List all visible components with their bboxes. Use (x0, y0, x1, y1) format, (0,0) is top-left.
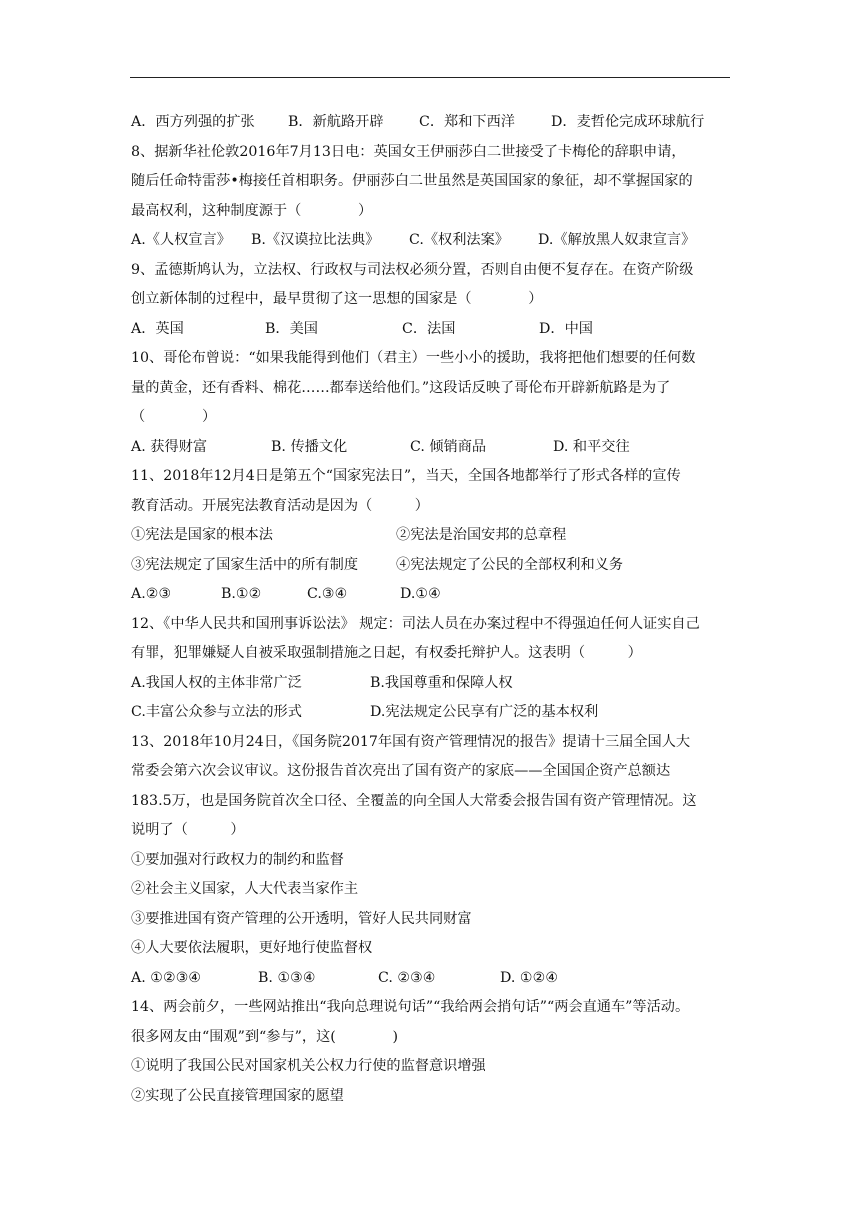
option-item: A．西方列强的扩张 (131, 114, 255, 130)
option-item: B．美国 (265, 320, 318, 337)
option-item: ②宪法是治国安邦的总章程 (396, 527, 567, 543)
text-line: ①要加强对行政权力的制约和监督 (131, 851, 344, 868)
text-line: 8、据新华社伦敦2016年7月13日电：英国女王伊丽莎白二世接受了卡梅伦的辞职申请， (131, 143, 686, 160)
answer-options-row (131, 108, 731, 138)
option-item: B.《汉谟拉比法典》 (251, 232, 380, 248)
header-rule (130, 77, 730, 78)
option-item: D. 和平交往 (553, 438, 630, 455)
option-item: A. 获得财富 (131, 438, 208, 455)
answer-options-row (131, 433, 731, 463)
option-item: B．新航路开辟 (288, 114, 384, 130)
text-line: 最高权利，这种制度源于（ ） (131, 202, 373, 219)
option-item: A.我国人权的主体非常广泛 (131, 674, 302, 691)
text-line: 有罪，犯罪嫌疑人自被采取强制措施之日起，有权委托辩护人。这表明（ ） (131, 645, 642, 661)
answer-options-row (131, 580, 731, 610)
option-item: D．麦哲伦完成环球航行 (551, 114, 705, 130)
text-line: 很多网友由“围观”到“参与”，这( ) (131, 1028, 399, 1045)
exam-content (131, 108, 731, 1111)
option-item: C．郑和下西洋 (419, 114, 515, 130)
statement-options-row (131, 521, 731, 551)
answer-options-row (131, 315, 731, 345)
option-item: C.《权利法案》 (409, 232, 509, 248)
option-item: C. ②③④ (378, 969, 436, 986)
option-item: A．英国 (131, 320, 184, 337)
option-item: B. 传播文化 (271, 438, 348, 455)
text-line: 创立新体制的过程中，最早贯彻了这一思想的国家是（ ） (131, 291, 543, 307)
text-line: 183.5万，也是国务院首次全口径、全覆盖的向全国人大常委会报告国有资产管理情况。这 (131, 792, 697, 809)
text-line: 13、2018年10月24日，《国务院2017年国有资产管理情况的报告》提请十三届全国人大 (131, 733, 691, 750)
text-line: 9、孟德斯鸠认为，立法权、行政权与司法权必须分置，否则自由便不复存在。在资产阶级 (131, 261, 694, 278)
option-item: B.①② (221, 586, 262, 602)
text-line: 量的黄金，还有香料、棉花……都奉送给他们。”这段话反映了哥伦布开辟新航路是为了 (131, 379, 671, 396)
text-line: 教育活动。开展宪法教育活动是因为（ ） (131, 497, 429, 514)
option-item: C．法国 (402, 320, 456, 337)
option-item: D.宪法规定公民享有广泛的基本权利 (370, 704, 599, 720)
option-item: A.②③ (131, 586, 172, 602)
option-item: B.我国尊重和保障人权 (370, 674, 513, 691)
option-item: D．中国 (539, 320, 593, 337)
option-item: A. ①②③④ (131, 969, 202, 986)
option-item: D.①④ (400, 586, 441, 602)
text-line: （ ） (131, 409, 217, 425)
statement-options-row (131, 669, 731, 699)
text-line: ④人大要依法履职，更好地行使监督权 (131, 940, 373, 956)
text-line: ②实现了公民直接管理国家的愿望 (131, 1087, 344, 1104)
option-item: ④宪法规定了公民的全部权利和义务 (396, 556, 624, 573)
option-item: ①宪法是国家的根本法 (131, 527, 273, 543)
option-item: B. ①③④ (258, 969, 316, 986)
option-item: A.《人权宣言》 (131, 232, 231, 248)
answer-options-row (131, 226, 731, 256)
text-line: 14、两会前夕，一些网站推出“我向总理说句话”“我给两会捎句话”“两会直通车”等活动。 (131, 999, 690, 1015)
text-line: ①说明了我国公民对国家机关公权力行使的监督意识增强 (131, 1058, 486, 1074)
option-item: C.丰富公众参与立法的形式 (131, 704, 302, 720)
text-line: 常委会第六次会议审议。这份报告首次亮出了国有资产的家底——全国国企资产总额达 (131, 763, 671, 779)
statement-options-row (131, 698, 731, 728)
text-line: 说明了（ ） (131, 822, 245, 838)
option-item: D. ①②④ (500, 969, 559, 986)
statement-options-row (131, 551, 731, 581)
text-line: 随后任命特雷莎•梅接任首相职务。伊丽莎白二世虽然是英国国家的象征，却不掌握国家的 (131, 173, 693, 189)
text-line: 10、哥伦布曾说：“如果我能得到他们（君主）一些小小的援助，我将把他们想要的任何数 (131, 350, 696, 366)
text-line: 12、《中华人民共和国刑事诉讼法》 规定：司法人员在办案过程中不得强迫任何人证实自己 (131, 615, 700, 632)
option-item: ③宪法规定了国家生活中的所有制度 (131, 556, 359, 573)
text-line: ②社会主义国家，人大代表当家作主 (131, 881, 359, 897)
option-item: C.③④ (307, 586, 348, 602)
text-line: ③要推进国有资产管理的公开透明，管好人民共同财富 (131, 910, 472, 927)
option-item: D.《解放黑人奴隶宣言》 (538, 232, 696, 248)
option-item: C. 倾销商品 (410, 438, 487, 455)
text-line: 11、2018年12月4日是第五个“国家宪法日”，当天，全国各地都举行了形式各样的宣传 (131, 468, 681, 484)
answer-options-row (131, 964, 731, 994)
